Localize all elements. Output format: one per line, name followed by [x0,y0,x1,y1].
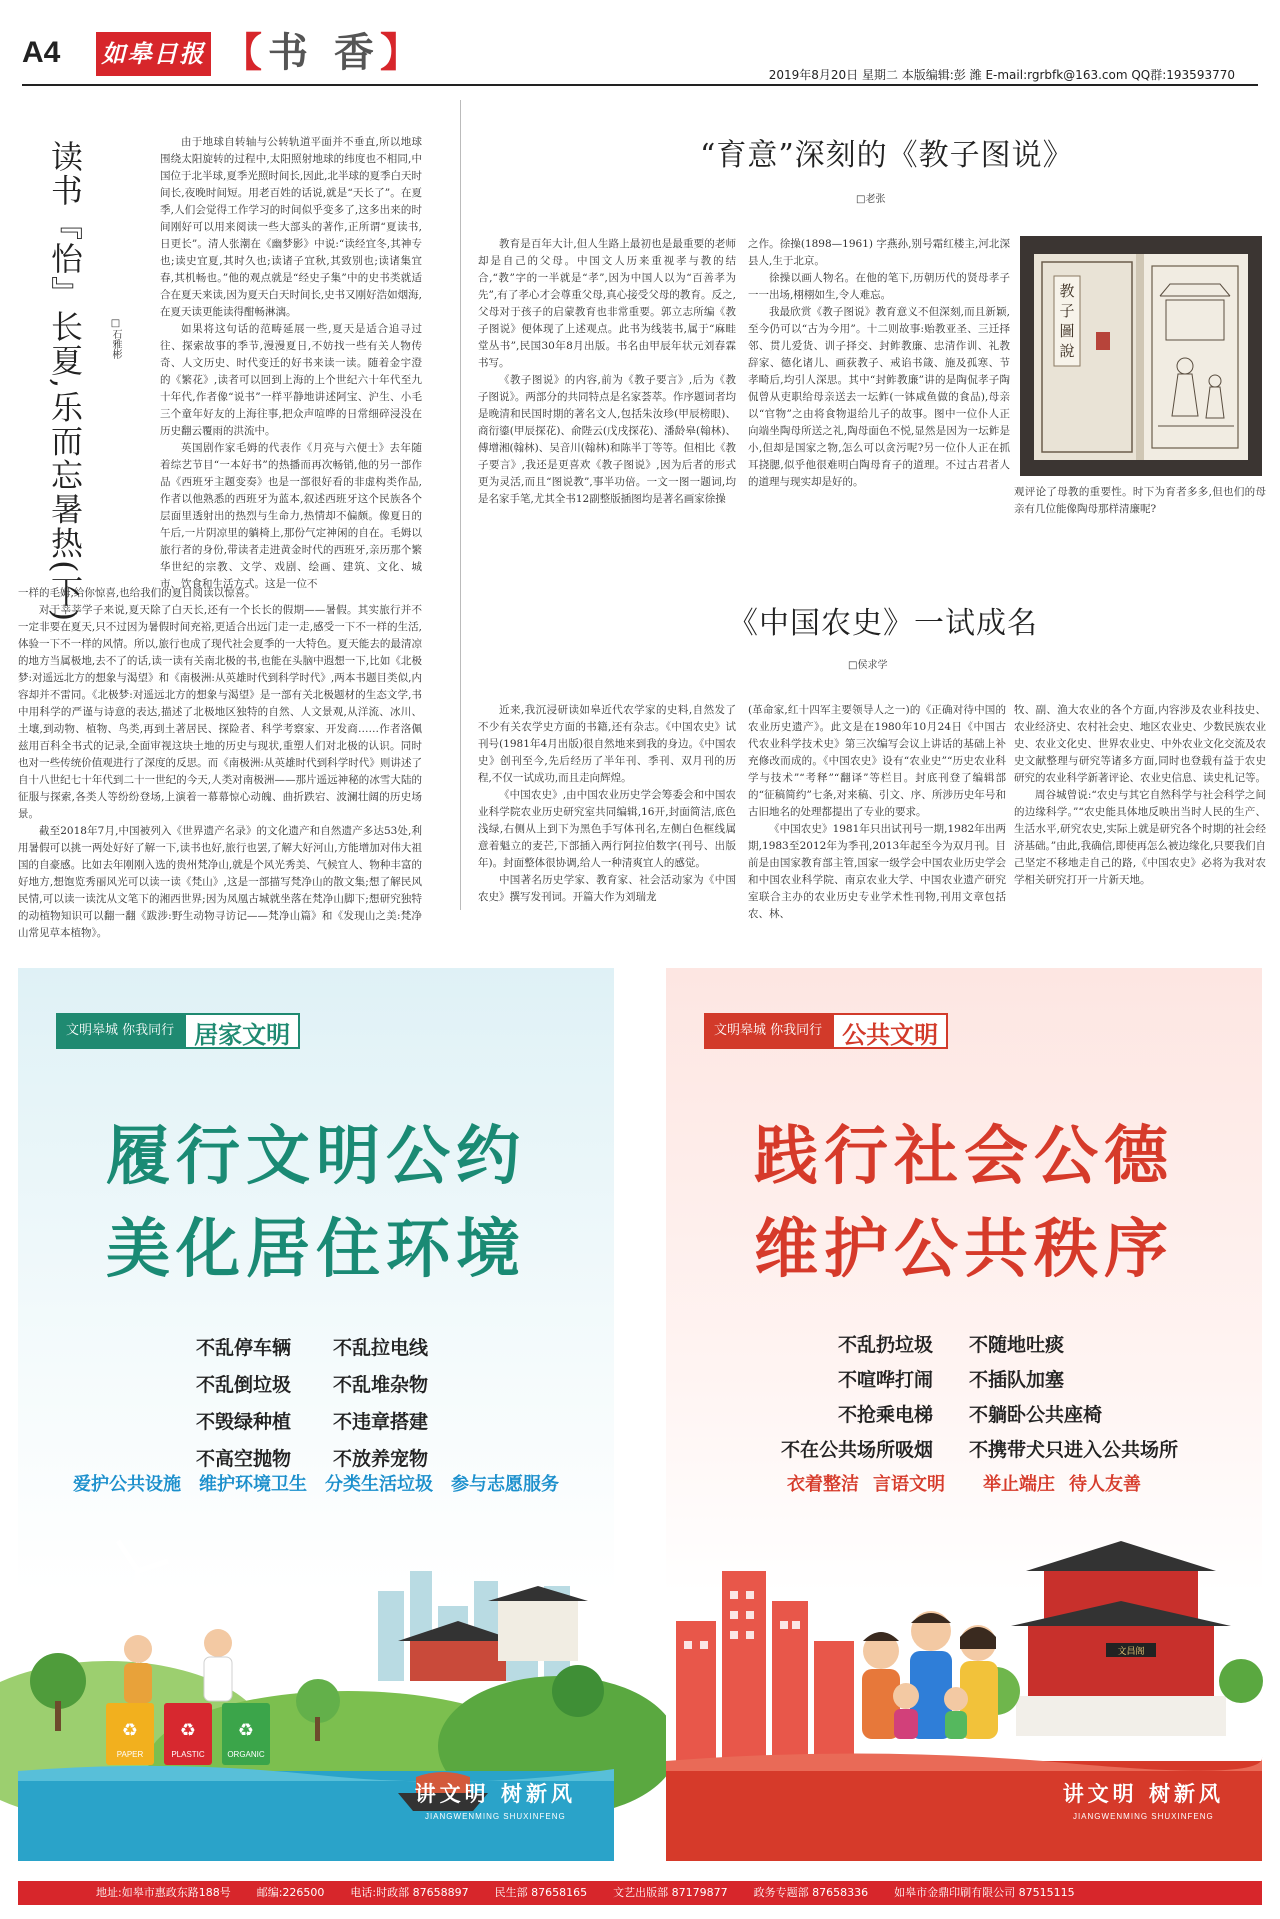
footer-address: 地址:如皋市惠政东路188号 [96,1886,231,1899]
rule-item: 不乱拉电线 [333,1337,429,1359]
paragraph: 教育是百年大计,但人生路上最初也是最重要的老师却是自己的父母。中国文人历来重视孝与教的结合,“教”字的一半就是“孝”,因为中国人以为“百善孝为先”,有了孝心才会尊重父母,真心接受父母的教育。反之,父母对于孩子的启蒙教育也非常重要。郭立志所编《教子图说》便体现了上述观点。此书为线装书,属于“麻畦堂丛书”,民国30年8月出版。书名由甲辰年状元刘春霖书写。 [478,238,736,369]
slogan: 分类生活垃圾 [325,1474,433,1495]
paragraph: 观评论了母教的重要性。时下为育者多多,但也们的母亲有几位能像陶母那样清廉呢? [1014,486,1266,515]
bin-label-plastic: PLASTIC [171,1750,205,1759]
poster-headline-1: 履行文明公约 [106,1120,526,1194]
brand-slogan: 讲文明 树新风 [414,1782,576,1806]
brand-pinyin: JIANGWENMING SHUXINFENG [424,1812,566,1821]
paragraph: 牧、副、渔大农业的各个方面,内容涉及农业科技史、农业经济史、农村社会史、地区农业史、少数民族农业史、农业文化史、世界农业史、中外农业文化交流及农史文献整理与研究等诸多方面,同时也登载有益于农史研究的农业科学新著评论、农业史信息、读史札记等。 [1014,704,1266,784]
article1-byline: □石雅彬 [110,318,121,359]
poster-slogans [666,1470,1262,1496]
article1-body-top [160,134,423,590]
rule-item: 不躺卧公共座椅 [969,1404,1103,1426]
svg-text:♻: ♻ [179,1720,197,1741]
rule-item: 不抢乘电梯 [838,1404,934,1426]
article1-body-bottom [18,585,422,939]
slogan: 待人友善 [1069,1474,1141,1495]
svg-text:圖: 圖 [1059,322,1075,340]
slogan: 爱护公共设施 [73,1474,181,1495]
article2-col1 [478,236,736,520]
rule-item: 不乱停车辆 [196,1337,292,1359]
poster-headline-2: 美化居住环境 [106,1213,526,1287]
poster-brand [415,1778,576,1821]
article3-col2 [748,702,1006,920]
rule-item: 不喧哗打闹 [838,1369,934,1391]
article2-col3-bottom [1014,484,1266,524]
poster-tag-prefix: 文明皋城 你我同行 [704,1013,832,1049]
poster-rules [781,1330,1178,1462]
paragraph: 由于地球自转轴与公转轨道平面并不垂直,所以地球围绕太阳旋转的过程中,太阳照射地球的纬度也不相同,中国位于北半球,夏季光照时间长,因此,北半球的夏季白天时间长,夜晚时间短。用老百姓的话说,就是“天长了”。在夏季,人们会觉得工作学习的时间似乎变多了,这多出来的时间刚好可以用来阅读一些大部头的著作,正所谓“夏读书,日更长”。清人张潮在《幽梦影》中说:“读经宜冬,其神专也;读史宜夏,其时久也;读诸子宜秋,其致别也;读诸集宜春,其机畅也。”他的观点就是“经史子集”中的史书类就适合在夏天来读,因为夏天白天时间长,史书又刚好浩如烟海,在夏天读更能读得酣畅淋漓。 [160,136,423,318]
paragraph: 我最欣赏《教子图说》教育意义不但深刻,而且新颖,至今仍可以“古为今用”。十二则故事:贻教亚圣、三迁择邻、贯儿爱货、训子择交、封鲊教廉、忠清作训、礼教辞家、德化诸儿、画荻教子、戒谄书箴、施及孤寒、节孝畸后,均引人深思。其中“封鲊教廉”讲的是陶侃孝子陶侃曾从吏职给母亲送去一坛鲊(一钵咸鱼做的食品),母亲以“官物”之由将食物退给儿子的故事。图中一位仆人正向端坐陶母所送之礼,陶母面色不悦,显然是因为一坛鲊是小,但却是国家之物,怎么可以贪污呢?另一位仆人正在抓耳挠腮,似乎他很难明白陶母育子的道理。不过古君者人的道理与现实却是好的。 [748,306,1010,488]
header-divider [22,84,1258,86]
paragraph: 周谷城曾说:“农史与其它自然科学与社会科学之间的边缘科学。”“农史能具体地反映出当时人民的生产、生活水平,研究农史,实际上就是研究各个时期的社会经济基础。”由此,我确信,即使再怎么被边缘化,只要我们自己坚定不移地走自己的路,《中国农史》必将为我对农学相关研究打开一片新天地。 [1014,789,1266,886]
article3-col1 [478,702,736,912]
svg-text:♻: ♻ [121,1720,139,1741]
footer-printer: 如皋市金鼎印刷有限公司 87515115 [894,1886,1075,1899]
paragraph: 近来,我沉浸研读如皋近代农学家的史料,自然发了不少有关农学史方面的书籍,还有杂志。《中国农史》试刊号(1981年4月出版)很自然地来到我的身边。《中国农史》创刊至今,先后经历了半年刊、季刊、双月刊的历程,不仅一试成功,而且走向辉煌。 [478,704,736,784]
article1-title: 读书『怡』长夏,乐而忘暑热(下) [46,140,84,624]
article3-title: 《中国农史》一试成名 [728,606,1038,641]
poster-public-civility [666,968,1262,1861]
slogan: 维护环境卫生 [199,1474,307,1495]
poster-slogans [18,1470,614,1496]
poster-tag-prefix: 文明皋城 你我同行 [56,1013,184,1049]
book-illustration [1020,236,1262,476]
footer-phone-arts: 文艺出版部 87179877 [613,1886,728,1899]
poster-tag-label: 居家文明 [184,1013,300,1049]
svg-text:♻: ♻ [237,1720,255,1741]
paragraph: 之作。徐操(1898—1961) 字燕孙,别号霜红楼主,河北深县人,生于北京。 [748,238,1010,267]
article3-byline: □侯求学 [848,660,888,671]
article3-col3 [1014,702,1266,912]
poster-home-civility [18,968,614,1861]
slogan: 参与志愿服务 [451,1474,559,1495]
paragraph: 英国剧作家毛姆的代表作《月亮与六便士》去年随着综艺节目“一本好书”的热播而再次畅销,他的另一部作品《西班牙主题变奏》也是一部很好看的非虚构类作品,作者以他熟悉的西班牙为蓝本,叙述西班牙这个民族各个层面里透射出的热烈与生命力,热情却不偏颇。像夏日的午后,一片阴凉里的躺椅上,那份气定神闲的自在。毛姆以旅行者的身份,带读者走进黄金时代的西班牙,亲历那个繁华世纪的宗教、文学、戏剧、绘画、建筑、文化、城市、饮食和生活方式。这是一位不 [160,442,422,590]
poster-headline-1: 践行社会公德 [754,1120,1174,1194]
paragraph: 《中国农史》,由中国农业历史学会筹委会和中国农业科学院农业历史研究室共同编辑,16开,封面简洁,底色浅绿,右侧从上到下为黑色手写体刊名,左侧白色框线属意着魁立的麦芒,下部插入两行阿拉伯数字(刊号、出版年)。封面整体很协调,给人一种清爽宜人的感觉。 [478,789,736,869]
paragraph: (革命家,红十四军主要领导人之一)的《正确对待中国的农业历史遗产》。此文是在1980年10月24日《中国古代农业科学技术史》第三次编写会议上讲话的基础上补充修改而成的。《中国农史》设有“农业史”“历史农业科学与技术”“考释”“翻译”等栏目。封底刊登了编辑部的“征稿简约”七条,对来稿、引文、序、所涉历史年号和古旧地名的处理都提出了专业的要求。 [748,704,1006,818]
rule-item: 不插队加塞 [969,1369,1065,1391]
brand-slogan: 讲文明 树新风 [1062,1782,1224,1806]
paragraph: 《中国农史》1981年只出试刊号一期,1982年出两期,1983至2012年为季刊,2013年起至今为双月刊。目前是由国家教育部主管,国家一级学会中国农业历史学会和中国农业科学院、南京农业大学、中国农业遗产研究室联合主办的农业历史专业学术性刊物,刊用文章包括农、林、 [748,823,1006,920]
poster-brand [1063,1778,1224,1821]
svg-text:教: 教 [1059,282,1075,300]
article2-title: “育意”深刻的《教子图说》 [700,138,1074,173]
section-name: 书 香 [268,30,380,76]
pavilion-sign: 文昌阁 [1117,1647,1145,1657]
rule-item: 不违章搭建 [333,1411,429,1433]
book-photo [1020,236,1262,476]
brand-pinyin: JIANGWENMING SHUXINFENG [1072,1812,1214,1821]
rule-item: 不乱堆杂物 [333,1374,429,1396]
poster-rules [196,1333,428,1471]
rule-item: 不随地吐痰 [969,1334,1065,1356]
article2-byline: □老张 [856,194,886,205]
section-title: 【书 香】 [222,30,426,76]
edition-info: 2019年8月20日 星期二 本版编辑:彭 潍 E-mail:rgrbfk@163.com QQ群:193593770 [768,68,1235,82]
column-divider [460,100,461,910]
rule-item: 不高空抛物 [196,1448,292,1470]
page-number: A4 [22,36,61,69]
svg-text:子: 子 [1059,302,1075,320]
rule-item: 不乱倒垃圾 [196,1374,292,1396]
paragraph: 对于莘莘学子来说,夏天除了白天长,还有一个长长的假期——暑假。其实旅行并不一定非要在夏天,只不过因为暑假时间充裕,更适合出远门走一走,感受一下不一样的生活,体验一下不一样的风情。所以,旅行也成了现代社会夏季的一大特色。夏天能去的最清凉的地方当属极地,去不了的话,读一读有关南北极的书,也能在头脑中遐想一下,比如《北极梦:对遥远北方的想象与渴望》和《南极洲:从英雄时代到科学时代》,两本书题目类似,内容却并不雷同。《北极梦:对遥远北方的想象与渴望》是一部有关北极题材的生态文学,书中用科学的严谨与诗意的表达,描述了北极地区独特的自然、人文景观,从洋流、冰川、土壤,到动物、植物、鸟类,再到土著居民、探险者、科学考察家、开发商……作者洛佩兹用百科全书式的记录,全面审视这块土地的历史与现状,重塑人们对北极的认识。同时也对一些传统价值观进行了深度的反思。而《南极洲:从英雄时代到科学时代》则讲述了自十八世纪七十年代到二十一世纪的今天,人类对南极洲——那片遥远神秘的冰雪大陆的征服与探索,各类人等纷纷登场,上演着一幕幕惊心动魄、曲折跌宕、波澜壮阔的历史场景。 [18,604,422,820]
rule-item: 不乱扔垃圾 [838,1334,934,1356]
article2-col2 [748,236,1010,520]
paragraph: 中国著名历史学家、教育家、社会活动家为《中国农史》撰写发刊词。开篇大作为刘瑞龙 [478,874,736,903]
rule-item: 不毁绿种植 [196,1411,292,1433]
footer-postcode: 邮编:226500 [256,1886,325,1899]
poster-tag [56,1013,300,1049]
poster-tag-label: 公共文明 [832,1013,948,1049]
paragraph: 徐操以画人物名。在他的笔下,历朝历代的贤母孝子一一出场,栩栩如生,令人难忘。 [748,272,1010,301]
footer-phone-government: 政务专题部 87658336 [753,1886,869,1899]
rule-item: 不在公共场所吸烟 [781,1439,934,1461]
slogan: 言语文明 [873,1474,945,1495]
footer-phone-politics: 电话:时政部 87658897 [350,1886,469,1899]
newspaper-logo: 如皋日报 [96,32,211,76]
poster-headline-2: 维护公共秩序 [754,1213,1174,1287]
rule-item: 不放养宠物 [333,1448,429,1470]
paragraph: 《教子图说》的内容,前为《教子要言》,后为《教子图说》。两部分的共同特点是名家荟萃。作序题词者均是晚清和民国时期的著名文人,包括朱汝珍(甲辰榜眼)、商衍鎏(甲辰探花)、俞陛云(戊戌探花)、潘龄皋(翰林)、傅增湘(翰林)、吴音川(翰林)和陈半丁等等。但相比《教子要言》,我还是更喜欢《教子图说》,因为后者的形式更为灵活,而且“图说教”,事半功倍。一文一图一题词,均是名家手笔,尤其全书12副整版插图均是著名画家徐操 [478,374,736,505]
poster-tag [704,1013,948,1049]
paragraph: 一样的毛姆,给你惊喜,也给我们的夏日阅读以惊喜。 [18,587,256,599]
paragraph: 如果将这句话的范畴延展一些,夏天是适合追寻过往、探索故事的季节,漫漫夏日,不妨找一些有关人物传奇、人文历史、时代变迁的好书来读一读。随着金宇澄的《繁花》,读者可以回到上海的上个世纪六十年代至九十年代,作者像“说书”一样平静地讲述阿宝、沪生、小毛三个童年好友的上海往事,把众声喧哗的日常细碎浸没在历史翻云覆雨的洪流中。 [160,323,422,437]
bin-label-paper: PAPER [116,1750,144,1759]
rule-item: 不携带犬只进入公共场所 [969,1439,1179,1461]
footer-phone-livelihood: 民生部 87658165 [494,1886,588,1899]
slogan: 举止端庄 [983,1474,1055,1495]
paragraph: 截至2018年7月,中国被列入《世界遗产名录》的文化遗产和自然遗产多达53处,利用暑假可以挑一两处好好了解一下,读书也好,旅行也罢,了解大好河山,方能增加对伟大祖国的自豪感。比如去年刚刚入选的贵州梵净山,就是个风光秀美、气候宜人、物种丰富的好地方,想饱览秀丽风光可以读一读《梵山》,这是一部描写梵净山的散文集;想了解民风民情,可以读一读沈从文笔下的湘西世界;因为凤凰古城就坐落在梵净山脚下;想研究独特的动植物知识可以翻一翻《跋涉:野生动物寻访记——梵净山篇》和《发现山之美:梵净山常见草本植物》。 [18,825,422,939]
bin-label-organic: ORGANIC [227,1750,265,1759]
footer-bar [18,1881,1262,1905]
svg-text:說: 說 [1059,342,1075,360]
slogan: 衣着整洁 [787,1474,859,1495]
